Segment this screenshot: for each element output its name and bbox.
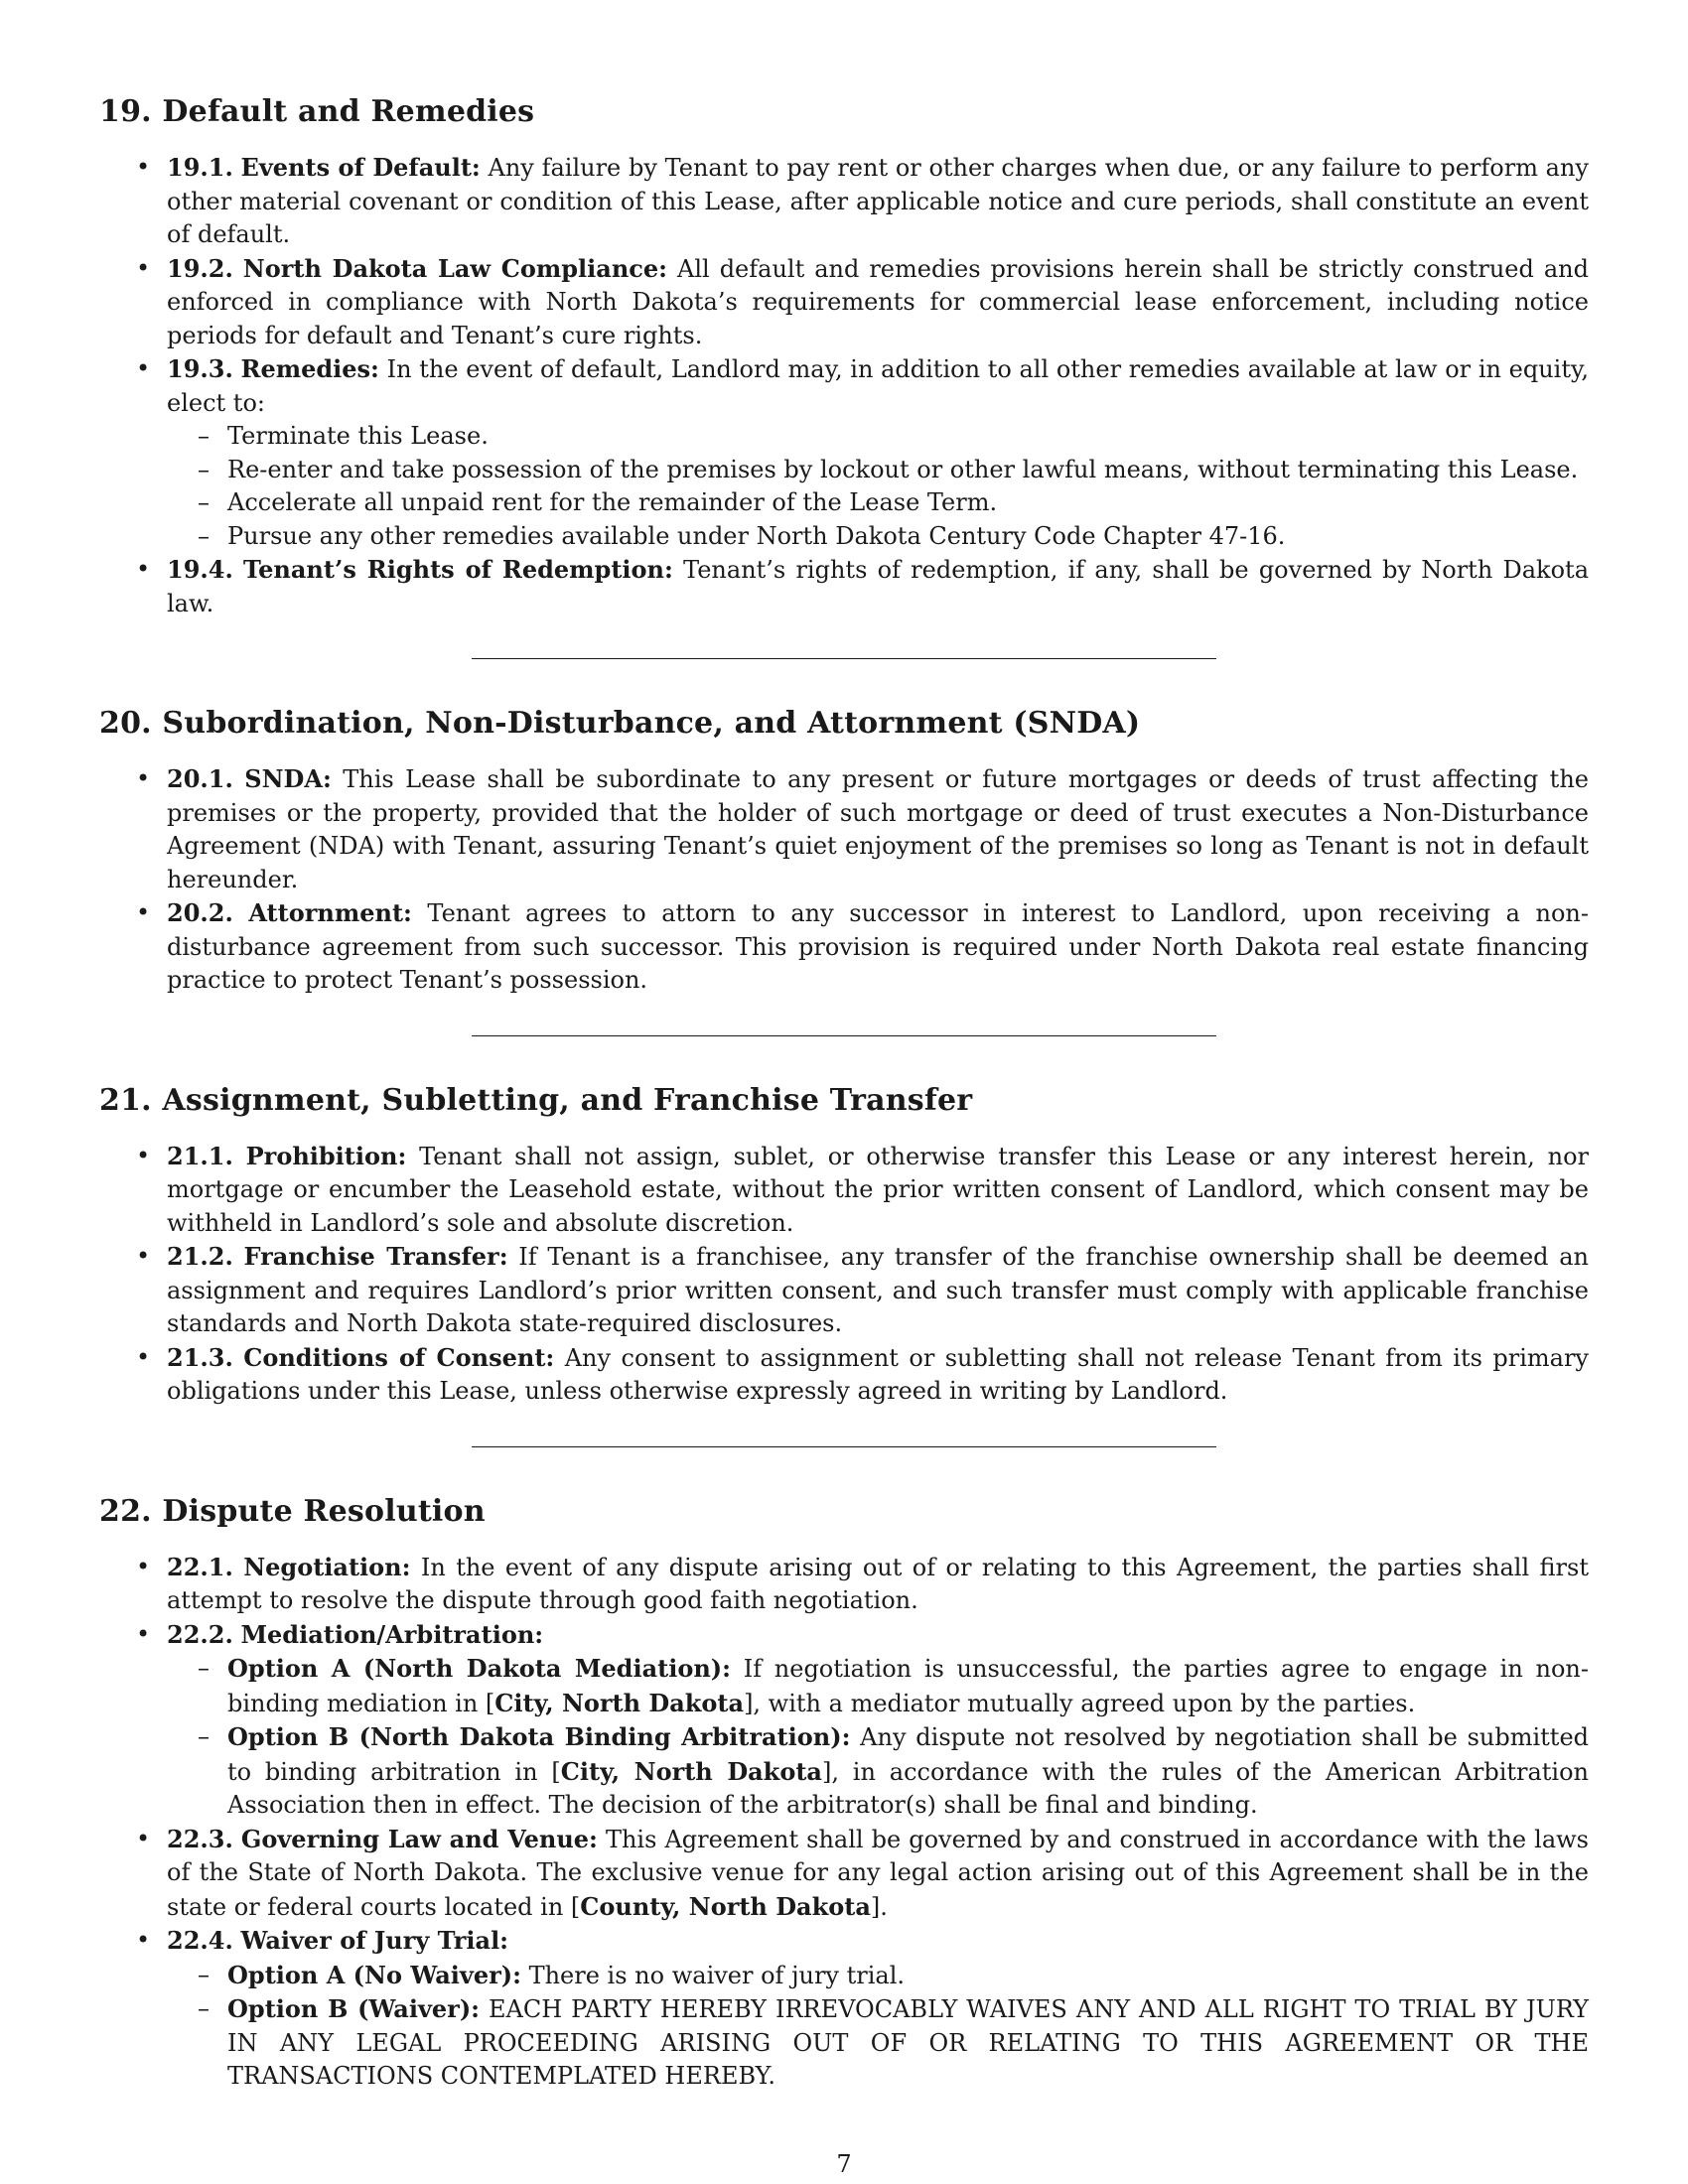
section-19	[99, 91, 1589, 620]
option-mediation	[167, 1652, 1589, 1720]
clause-number: 19.2.	[167, 253, 233, 283]
option-label: Option B (Waiver):	[227, 1994, 481, 2023]
section-heading: 22. Dispute Resolution	[99, 1493, 486, 1529]
document-page	[99, 91, 1589, 2094]
clause-text: Tenant shall not assign, sublet, or otherwise transfer this Lease or any interest herein, nor mortgage or encumber the Leasehold estate, without the prior written consent of Landlord, which consent may be withheld in Landlord’s sole and absolute discretion.	[167, 1142, 1589, 1237]
clause-22-2	[99, 1618, 1589, 1823]
clause-text: This Lease shall be subordinate to any present or future mortgages or deeds of trust affecting the premises or the property, provided that the holder of such mortgage or deed of trust executes a Non-Disturbance Agreement (NDA) with Tenant, assuring Tenant’s quiet enjoyment of the premises so long as Tenant is not in default hereunder.	[167, 765, 1589, 893]
clause-label: Conditions of Consent:	[243, 1342, 555, 1372]
clause-20-1	[99, 762, 1589, 896]
option-text: There is no waiver of jury trial.	[520, 1961, 906, 1989]
clause-20-2	[99, 896, 1589, 998]
option-label: Option B (North Dakota Binding Arbitration):	[227, 1722, 851, 1751]
clause-label: SNDA:	[244, 764, 332, 793]
option-text: ], in accordance with the rules of the American Arbitration Association then in effect. The decision of the arbitrator(s) shall be final and binding.	[227, 1757, 1590, 1819]
placeholder-city: City, North Dakota	[494, 1688, 745, 1717]
clause-19-1	[99, 151, 1589, 252]
option-label: Option A (No Waiver):	[227, 1960, 521, 1989]
clause-21-2	[99, 1240, 1589, 1341]
clause-label: Negotiation:	[243, 1552, 411, 1581]
clause-label: North Dakota Law Compliance:	[242, 253, 668, 283]
clause-number: 21.2.	[167, 1242, 233, 1271]
clause-label: Prohibition:	[245, 1141, 407, 1170]
clause-21-1	[99, 1140, 1589, 1241]
clause-list	[99, 1140, 1589, 1409]
clause-19-3	[99, 352, 1589, 553]
clause-text: All default and remedies provisions herein shall be strictly construed and enforced in compliance with North Dakota’s requirements for commercial lease enforcement, including notice periods for default and Tenant’s cure rights.	[167, 254, 1589, 349]
clause-number: 21.3.	[167, 1342, 233, 1372]
clause-22-4	[99, 1924, 1589, 2094]
placeholder-county: County, North Dakota	[580, 1891, 871, 1921]
clause-list	[99, 762, 1589, 998]
clause-number: 20.1.	[167, 764, 233, 793]
clause-label: Waiver of Jury Trial:	[240, 1926, 509, 1955]
clause-number: 22.4.	[167, 1926, 233, 1955]
clause-number: 21.1.	[167, 1141, 233, 1170]
clause-label: Remedies:	[240, 354, 379, 383]
option-text: ], with a mediator mutually agreed upon by the parties.	[744, 1689, 1416, 1717]
page-number: 7	[836, 2150, 852, 2178]
bracket: [	[570, 1892, 581, 1921]
clause-label: Mediation/Arbitration:	[240, 1619, 544, 1649]
clause-19-4	[99, 553, 1589, 620]
clause-number: 19.3.	[167, 354, 233, 383]
option-no-waiver	[167, 1959, 1589, 1993]
remedy-item: – Terminate this Lease.	[167, 420, 1589, 454]
section-heading: 21. Assignment, Subletting, and Franchise Transfer	[99, 1082, 973, 1118]
option-arbitration	[167, 1720, 1589, 1823]
clause-number: 19.1.	[167, 153, 233, 182]
clause-label: Franchise Transfer:	[243, 1242, 508, 1271]
clause-text: In the event of any dispute arising out of or relating to this Agreement, the parties shall first attempt to resolve the dispute through good faith negotiation.	[167, 1553, 1589, 1614]
clause-number: 22.2.	[167, 1619, 233, 1649]
clause-text: This Agreement shall be governed by and construed in accordance with the laws of the State of North Dakota. The exclusive venue for any legal action arising out of this Agreement shall be in the state or federal courts located in	[167, 1825, 1589, 1921]
option-waiver	[167, 1992, 1589, 2094]
clause-text: If Tenant is a franchisee, any transfer of the franchise ownership shall be deemed an assignment and requires Landlord’s prior written consent, and such transfer must comply with applicable franchise standards and North Dakota state-required disclosures.	[167, 1243, 1589, 1337]
option-list	[167, 1652, 1589, 1823]
clause-21-3	[99, 1341, 1589, 1409]
clause-22-1	[99, 1551, 1589, 1618]
section-21	[99, 1080, 1589, 1409]
clause-label: Tenant’s Rights of Redemption:	[243, 555, 673, 584]
clause-number: 20.2.	[167, 898, 233, 927]
clause-19-2	[99, 252, 1589, 353]
clause-number: 19.4.	[167, 555, 233, 584]
clause-number: 22.3.	[167, 1824, 233, 1853]
clause-list	[99, 151, 1589, 620]
placeholder-city: City, North Dakota	[560, 1756, 822, 1786]
clause-text: In the event of default, Landlord may, in addition to all other remedies available at law or in equity, elect to:	[167, 355, 1589, 417]
clause-text: Any consent to assignment or subletting shall not release Tenant from its primary obligations under this Lease, unless otherwise expressly agreed in writing by Landlord.	[167, 1343, 1589, 1405]
option-list	[167, 1959, 1589, 2094]
option-text: If negotiation is unsuccessful, the parties agree to engage in non-binding mediation in [	[227, 1655, 1589, 1717]
remedy-item: – Accelerate all unpaid rent for the remainder of the Lease Term.	[167, 486, 1589, 520]
clause-number: 22.1.	[167, 1552, 233, 1581]
option-text: EACH PARTY HEREBY IRREVOCABLY WAIVES ANY AND ALL RIGHT TO TRIAL BY JURY IN ANY LEGAL PROCEEDING ARISING OUT OF OR RELATING TO THIS AGREEMENT OR THE TRANSACTIONS CONTEMPLATED HEREBY.	[227, 1995, 1589, 2090]
section-heading: 20. Subordination, Non-Disturbance, and Attornment (SNDA)	[99, 706, 1141, 741]
clause-label: Events of Default:	[240, 153, 481, 182]
remedy-item: – Re-enter and take possession of the premises by lockout or other lawful means, without terminating this Lease.	[167, 454, 1589, 487]
remedy-list	[167, 420, 1589, 553]
clause-label: Governing Law and Venue:	[240, 1824, 598, 1853]
section-22	[99, 1491, 1589, 2094]
bracket: ].	[870, 1892, 888, 1921]
clause-list	[99, 1551, 1589, 2094]
clause-text: Any failure by Tenant to pay rent or other charges when due, or any failure to perform any other material covenant or condition of this Lease, after applicable notice and cure periods, shall constitute an event of default.	[167, 154, 1589, 248]
clause-22-3	[99, 1823, 1589, 1925]
remedy-item: – Pursue any other remedies available under North Dakota Century Code Chapter 47-16.	[167, 520, 1589, 554]
clause-text: Tenant’s rights of redemption, if any, shall be governed by North Dakota law.	[167, 556, 1589, 617]
clause-label: Attornment:	[248, 898, 412, 927]
option-label: Option A (North Dakota Mediation):	[227, 1654, 731, 1683]
clause-text: Tenant agrees to attorn to any successor in interest to Landlord, upon receiving a non-disturbance agreement from such successor. This provision is required under North Dakota real estate financing practice to protect Tenant’s possession.	[167, 899, 1589, 994]
option-text: Any dispute not resolved by negotiation shall be submitted to binding arbitration in [	[227, 1723, 1590, 1786]
section-20	[99, 703, 1589, 998]
section-heading: 19. Default and Remedies	[99, 94, 535, 129]
